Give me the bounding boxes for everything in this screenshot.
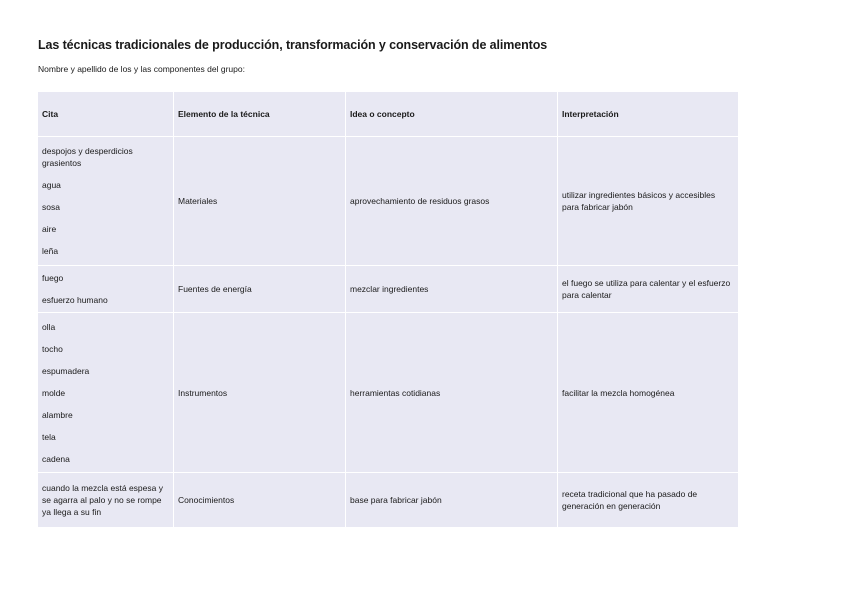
header-elemento: Elemento de la técnica bbox=[174, 92, 346, 137]
group-members-label: Nombre y apellido de los y las componentes del grupo: bbox=[38, 64, 245, 74]
cita-item: alambre bbox=[42, 409, 73, 420]
idea-cell: base para fabricar jabón bbox=[346, 473, 558, 528]
interpretacion-cell: utilizar ingredientes básicos y accesibles para fabricar jabón bbox=[558, 137, 739, 266]
table-row bbox=[38, 313, 739, 473]
elemento-cell: Instrumentos bbox=[174, 313, 346, 473]
cita-item: cadena bbox=[42, 453, 70, 464]
header-idea: Idea o concepto bbox=[346, 92, 558, 137]
header-cita: Cita bbox=[38, 92, 174, 137]
elemento-cell: Fuentes de energía bbox=[174, 266, 346, 313]
cita-item: olla bbox=[42, 321, 56, 332]
cita-cell bbox=[38, 137, 174, 266]
header-interpretacion: Interpretación bbox=[558, 92, 739, 137]
elemento-cell: Materiales bbox=[174, 137, 346, 266]
cita-item: esfuerzo humano bbox=[42, 295, 108, 305]
idea-cell: aprovechamiento de residuos grasos bbox=[346, 137, 558, 266]
cita-item: aire bbox=[42, 224, 57, 234]
techniques-table bbox=[37, 91, 739, 528]
cita-item: leña bbox=[42, 246, 59, 256]
cita-cell bbox=[38, 266, 174, 313]
cita-item: tela bbox=[42, 431, 56, 442]
cita-item: cuando la mezcla está espesa y se agarra al palo y no se rompe ya llega a su fin bbox=[42, 483, 163, 517]
interpretacion-cell: receta tradicional que ha pasado de generación en generación bbox=[558, 473, 739, 528]
idea-cell: herramientas cotidianas bbox=[346, 313, 558, 473]
interpretacion-cell: facilitar la mezcla homogénea bbox=[558, 313, 739, 473]
idea-cell: mezclar ingredientes bbox=[346, 266, 558, 313]
cita-item: despojos y desperdicios grasientos bbox=[42, 146, 133, 168]
cita-item: sosa bbox=[42, 202, 60, 212]
cita-cell bbox=[38, 313, 174, 473]
cita-cell bbox=[38, 473, 174, 528]
table-header-row bbox=[38, 92, 739, 137]
table-row bbox=[38, 266, 739, 313]
cita-item: espumadera bbox=[42, 365, 90, 376]
document-title: Las técnicas tradicionales de producción, transformación y conservación de alimentos bbox=[38, 38, 548, 52]
cita-item: tocho bbox=[42, 343, 63, 354]
cita-item: molde bbox=[42, 387, 66, 398]
elemento-cell: Conocimientos bbox=[174, 473, 346, 528]
interpretacion-cell: el fuego se utiliza para calentar y el esfuerzo para calentar bbox=[558, 266, 739, 313]
table-row bbox=[38, 473, 739, 528]
table-row bbox=[38, 137, 739, 266]
cita-item: fuego bbox=[42, 273, 64, 283]
cita-item: agua bbox=[42, 180, 61, 190]
